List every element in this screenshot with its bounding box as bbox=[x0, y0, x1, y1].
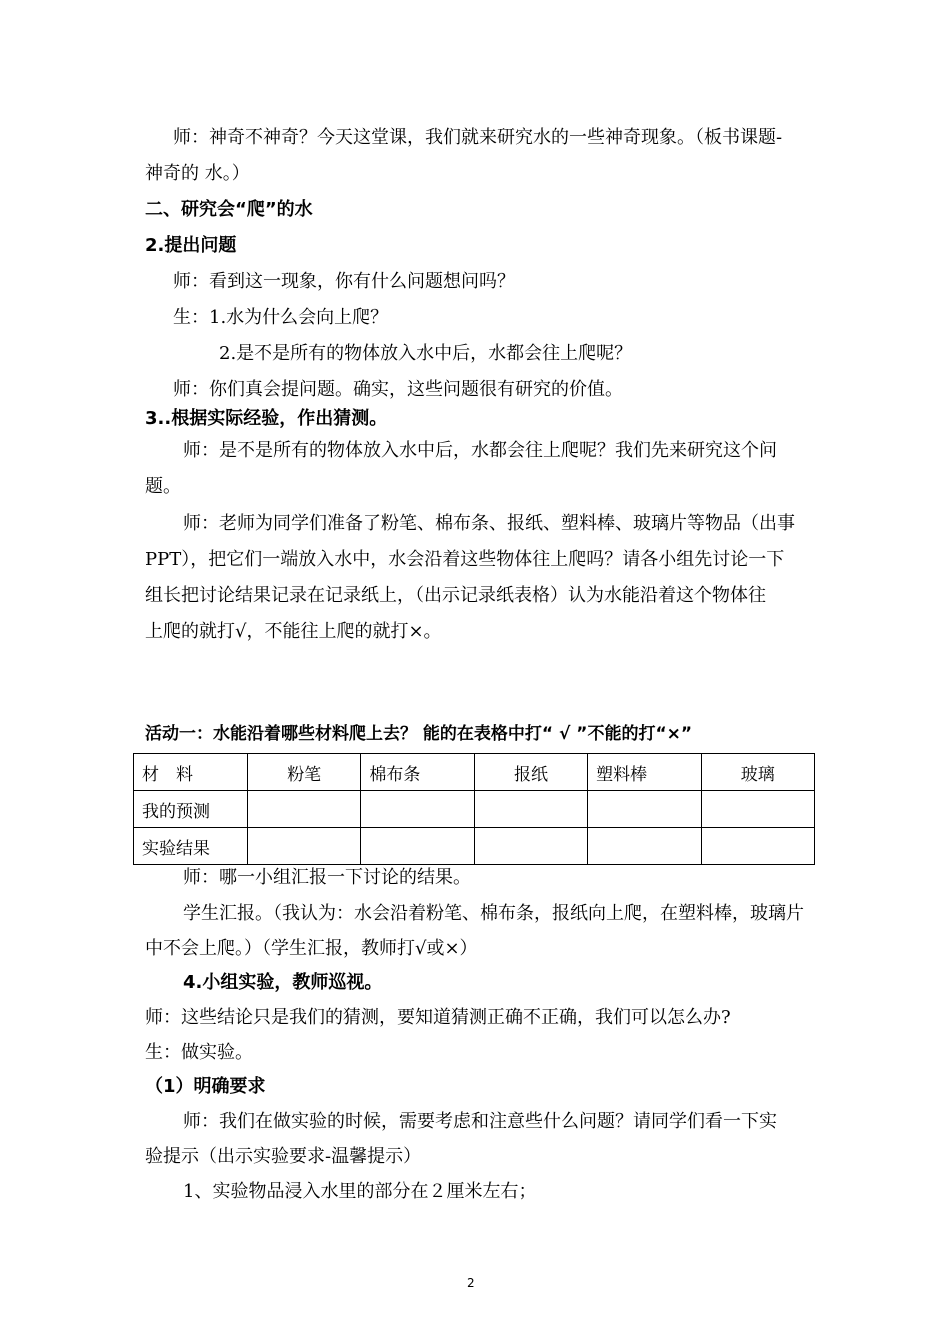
paragraph-line: 师：老师为同学们准备了粉笔、棉布条、报纸、塑料棒、玻璃片等物品（出事 bbox=[183, 513, 795, 534]
paragraph-line: 上爬的就打√，不能往上爬的就打×。 bbox=[145, 621, 442, 642]
paragraph-line: 组长把讨论结果记录在记录纸上，（出示记录纸表格）认为水能沿着这个物体往 bbox=[145, 585, 766, 606]
subsection-heading: 2.提出问题 bbox=[145, 235, 237, 256]
paragraph-line: 师：是不是所有的物体放入水中后，水都会往上爬呢？我们先来研究这个问 bbox=[183, 440, 777, 461]
table-header-cell: 报纸 bbox=[474, 754, 587, 791]
table-cell bbox=[588, 791, 701, 828]
table-cell bbox=[248, 791, 361, 828]
table-cell bbox=[701, 828, 814, 865]
table-cell bbox=[361, 828, 474, 865]
table-cell bbox=[248, 828, 361, 865]
table-header-cell: 棉布条 bbox=[361, 754, 474, 791]
table-header-cell: 塑料棒 bbox=[588, 754, 701, 791]
table-cell bbox=[474, 791, 587, 828]
table-header-cell: 玻璃 bbox=[701, 754, 814, 791]
paragraph-line: 1、实验物品浸入水里的部分在２厘米左右； bbox=[183, 1181, 537, 1202]
table-row bbox=[134, 828, 815, 865]
subsection-heading: （1）明确要求 bbox=[145, 1076, 266, 1097]
paragraph-line: 学生汇报。（我认为：水会沿着粉笔、棉布条，报纸向上爬，在塑料棒，玻璃片 bbox=[183, 903, 804, 924]
table-header-cell: 材 料 bbox=[134, 754, 248, 791]
table-header-row bbox=[134, 754, 815, 791]
paragraph-line: 验提示（出示实验要求-温馨提示） bbox=[145, 1146, 422, 1167]
paragraph-line: 师：我们在做实验的时候，需要考虑和注意些什么问题？请同学们看一下实 bbox=[183, 1111, 777, 1132]
table-cell bbox=[701, 791, 814, 828]
paragraph-line: 师：看到这一现象，你有什么问题想问吗？ bbox=[173, 271, 515, 292]
paragraph-line: 2.是不是所有的物体放入水中后，水都会往上爬呢？ bbox=[219, 343, 633, 364]
paragraph-line: 师：哪一小组汇报一下讨论的结果。 bbox=[183, 867, 471, 888]
table-cell bbox=[588, 828, 701, 865]
paragraph-line: 中不会上爬。）（学生汇报，教师打√或×） bbox=[145, 938, 478, 959]
paragraph-line: 师：神奇不神奇？今天这堂课，我们就来研究水的一些神奇现象。（板书课题- bbox=[173, 127, 783, 148]
paragraph-line: 生：1.水为什么会向上爬？ bbox=[173, 307, 389, 328]
row-label: 实验结果 bbox=[134, 828, 248, 865]
activity-heading: 活动一：水能沿着哪些材料爬上去？ 能的在表格中打“ √ ”不能的打“×” bbox=[145, 724, 693, 744]
table-cell bbox=[361, 791, 474, 828]
subsection-heading: 3..根据实际经验，作出猜测。 bbox=[145, 408, 388, 429]
row-label: 我的预测 bbox=[134, 791, 248, 828]
table-header-cell: 粉笔 bbox=[248, 754, 361, 791]
paragraph-line: 师：你们真会提问题。确实，这些问题很有研究的价值。 bbox=[173, 379, 623, 400]
table-cell bbox=[474, 828, 587, 865]
section-heading: 二、研究会“爬”的水 bbox=[145, 199, 313, 220]
paragraph-line: 师：这些结论只是我们的猜测，要知道猜测正确不正确，我们可以怎么办? bbox=[145, 1007, 731, 1028]
paragraph-line: 题。 bbox=[145, 476, 181, 497]
paragraph-line: 神奇的 水。） bbox=[145, 163, 250, 184]
record-table bbox=[133, 753, 815, 865]
subsection-heading: 4.小组实验，教师巡视。 bbox=[183, 972, 383, 993]
page-number: 2 bbox=[467, 1276, 475, 1290]
table-row bbox=[134, 791, 815, 828]
paragraph-line: 生：做实验。 bbox=[145, 1042, 253, 1063]
paragraph-line: PPT），把它们一端放入水中，水会沿着这些物体往上爬吗？请各小组先讨论一下 bbox=[145, 549, 785, 570]
